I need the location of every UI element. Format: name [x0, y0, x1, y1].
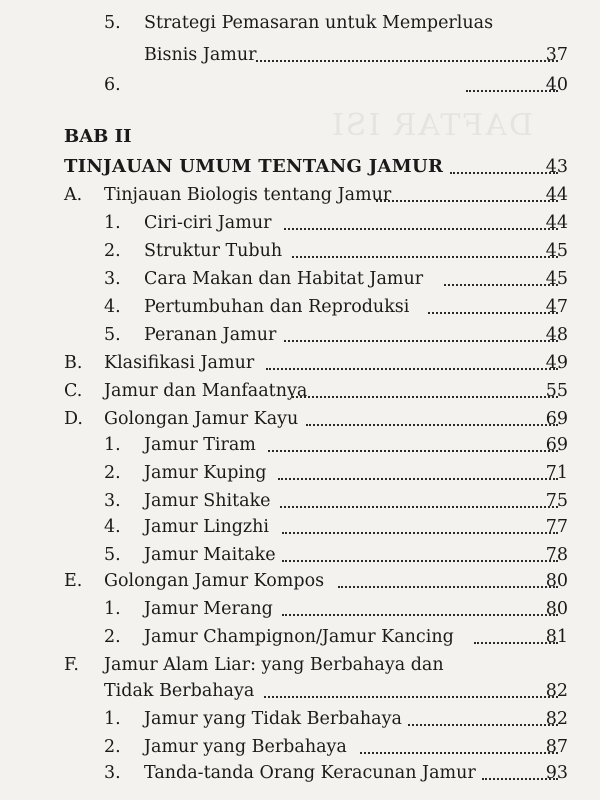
entry-title: Jamur Lingzhi [144, 517, 270, 537]
entry-title: Pertumbuhan dan Reproduksi [144, 297, 410, 317]
toc-entry [0, 208, 600, 238]
page-number: 44 [545, 185, 568, 205]
toc-entry [0, 758, 600, 788]
page-number: 80 [545, 599, 568, 619]
page-number: 69 [545, 409, 568, 429]
page-number: 37 [545, 45, 568, 65]
dot-leader [376, 200, 558, 202]
toc-entry [0, 236, 600, 266]
entry-number: 5. [104, 325, 121, 345]
entry-title: Cara Makan dan Habitat Jamur [144, 269, 424, 289]
toc-entry [0, 430, 600, 460]
toc-entry [0, 458, 600, 488]
toc-section-entry [0, 566, 600, 596]
entry-number: B. [64, 353, 83, 373]
toc-entry [0, 70, 600, 100]
entry-number: F. [64, 655, 79, 675]
entry-title: Tidak Berbahaya [104, 681, 255, 701]
toc-entry [0, 622, 600, 652]
toc-section-entry [0, 348, 600, 378]
page-number: 45 [545, 269, 568, 289]
page-number: 78 [545, 545, 568, 565]
entry-number: 1. [104, 435, 121, 455]
entry-number: 2. [104, 241, 121, 261]
page-number: 71 [545, 463, 568, 483]
page-number: 81 [545, 627, 568, 647]
page-number: 40 [545, 75, 568, 95]
entry-title: Jamur Kuping [144, 463, 267, 483]
dot-leader [360, 752, 558, 754]
entry-title: Jamur Tiram [144, 435, 256, 455]
dot-leader [268, 450, 558, 452]
page-number: 55 [545, 381, 568, 401]
dot-leader [284, 340, 558, 342]
toc-entry [0, 40, 600, 70]
entry-title: Jamur dan Manfaatnya [104, 381, 308, 401]
entry-number: A. [64, 185, 83, 205]
entry-title: Tanda-tanda Orang Keracunan Jamur [144, 763, 476, 783]
page-number: 47 [545, 297, 568, 317]
entry-title: Struktur Tubuh [144, 241, 283, 261]
page-number: 80 [545, 571, 568, 591]
entry-number: 2. [104, 737, 121, 757]
page-number: 69 [545, 435, 568, 455]
toc-entry [0, 512, 600, 542]
dot-leader [266, 368, 558, 370]
dot-leader [284, 228, 558, 230]
entry-number: 3. [104, 491, 121, 511]
dot-leader [280, 506, 558, 508]
entry-title: Jamur Shitake [144, 491, 271, 511]
entry-title: Klasifikasi Jamur [104, 353, 255, 373]
toc-section-entry [0, 376, 600, 406]
toc-entry [0, 292, 600, 322]
dot-leader [256, 60, 558, 62]
entry-title: Golongan Jamur Kompos [104, 571, 325, 591]
page-number: 77 [545, 517, 568, 537]
dot-leader [408, 724, 558, 726]
entry-title: Strategi Pemasaran untuk Memperluas [144, 13, 494, 33]
entry-title: Jamur Maitake [144, 545, 276, 565]
page-number: 75 [545, 491, 568, 511]
toc-entry [0, 594, 600, 624]
toc-section-entry [0, 676, 600, 706]
dot-leader [338, 586, 558, 588]
entry-title: Golongan Jamur Kayu [104, 409, 299, 429]
entry-number: 3. [104, 763, 121, 783]
entry-title: Peranan Jamur [144, 325, 277, 345]
toc-entry [0, 8, 600, 38]
entry-number: C. [64, 381, 83, 401]
entry-number: D. [64, 409, 83, 429]
dot-leader [292, 396, 558, 398]
entry-number: 4. [104, 297, 121, 317]
chapter-label: BAB II [64, 126, 132, 147]
dot-leader [428, 312, 558, 314]
entry-number: 3. [104, 269, 121, 289]
entry-number: 6. [104, 75, 121, 95]
page-number: 44 [545, 213, 568, 233]
dot-leader [278, 478, 558, 480]
entry-number: 1. [104, 213, 121, 233]
entry-number: 2. [104, 627, 121, 647]
entry-number: 1. [104, 709, 121, 729]
toc-entry [0, 264, 600, 294]
dot-leader [282, 614, 558, 616]
entry-number: 1. [104, 599, 121, 619]
entry-title: Jamur yang Tidak Berbahaya [144, 709, 402, 729]
entry-number: 5. [104, 13, 121, 33]
show-through-text: DAFTAR ISI [330, 108, 533, 143]
chapter-title-entry: TINJAUAN UMUM TENTANG JAMUR 43 [0, 152, 600, 182]
dot-leader [450, 172, 558, 174]
dot-leader [466, 90, 558, 92]
toc-entry [0, 320, 600, 350]
dot-leader [306, 424, 558, 426]
entry-title: Jamur yang Berbahaya [144, 737, 347, 757]
page-number: 82 [545, 681, 568, 701]
page-number: 48 [545, 325, 568, 345]
toc-section-entry [0, 180, 600, 210]
dot-leader [292, 256, 558, 258]
entry-title: Jamur Alam Liar: yang Berbahaya dan [104, 655, 444, 675]
page-number: 82 [545, 709, 568, 729]
dot-leader [282, 532, 558, 534]
entry-title: Jamur Champignon/Jamur Kancing [144, 627, 454, 647]
entry-number: 5. [104, 545, 121, 565]
entry-number: E. [64, 571, 83, 591]
page-number: 93 [545, 763, 568, 783]
entry-title: Ciri-ciri Jamur [144, 213, 272, 233]
entry-number: 2. [104, 463, 121, 483]
entry-number: 4. [104, 517, 121, 537]
page-number: 49 [545, 353, 568, 373]
dot-leader [444, 284, 558, 286]
entry-title: Jamur Merang [144, 599, 273, 619]
dot-leader [282, 560, 558, 562]
dot-leader [264, 696, 558, 698]
entry-title: Tinjauan Biologis tentang Jamur [104, 185, 392, 205]
page-number: 87 [545, 737, 568, 757]
toc-entry [0, 704, 600, 734]
entry-title: Bisnis Jamur [144, 45, 257, 65]
page-number: 43 [545, 157, 568, 177]
page-number: 45 [545, 241, 568, 261]
